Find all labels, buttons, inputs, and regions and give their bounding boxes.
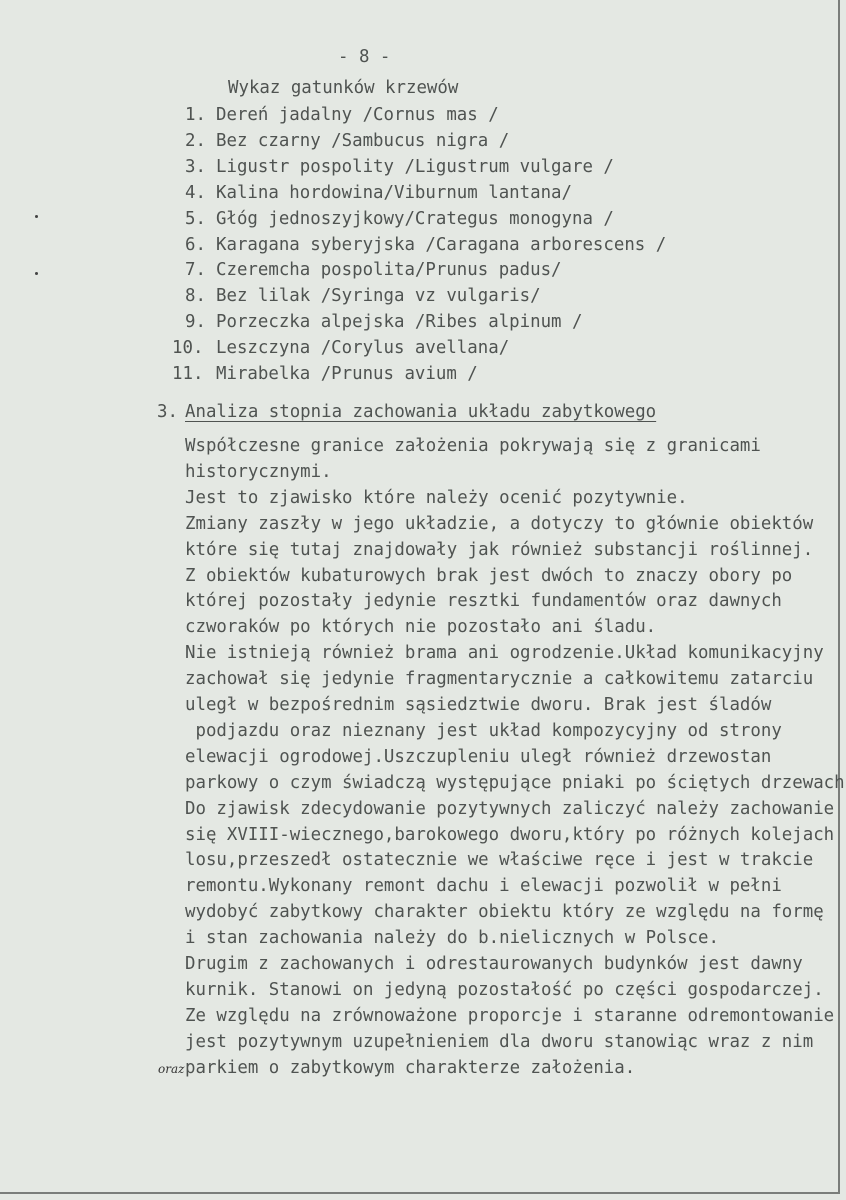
text-line: czworaków po których nie pozostało ani śladu. (185, 617, 657, 638)
list-item-number: 4. (185, 182, 206, 203)
list-item-number: 2. (185, 130, 206, 151)
text-line: podjazdu oraz nieznany jest układ kompozycyjny od strony (185, 720, 782, 741)
text-line: elewacji ogrodowej.Uszczupleniu uległ również drzewostan (185, 746, 772, 767)
section-number: 3. (157, 402, 178, 422)
text-line: historycznymi. (185, 461, 332, 482)
list-item: Porzeczka alpejska /Ribes alpinum / (216, 312, 583, 333)
list-item-number: 5. (185, 208, 206, 229)
text-line: Zmiany zaszły w jego układzie, a dotyczy to głównie obiektów (185, 513, 814, 534)
list-item-number: 3. (185, 156, 206, 177)
list-item-number: 10. (172, 338, 204, 359)
list-item: Karagana syberyjska /Caragana arborescens / (216, 234, 667, 255)
text-line: jest pozytywnym uzupełnieniem dla dworu stanowiąc wraz z nim (185, 1031, 814, 1052)
text-line: Do zjawisk zdecydowanie pozytywnych zaliczyć należy zachowanie (185, 798, 835, 819)
text-line: Nie istnieją również brama ani ogrodzenie.Układ komunikacyjny (185, 643, 824, 664)
text-line: które się tutaj znajdowały jak również substancji roślinnej. (185, 539, 814, 560)
handwritten-note: oraz (158, 1062, 185, 1076)
text-line: parkiem o zabytkowym charakterze założenia. (185, 1057, 636, 1078)
text-line: Z obiektów kubaturowych brak jest dwóch to znaczy obory po (185, 565, 793, 586)
list-item-number: 1. (185, 105, 206, 125)
text-line: Drugim z zachowanych i odrestaurowanych budynków jest dawny (185, 954, 803, 974)
list-title: Wykaz gatunków krzewów (228, 78, 459, 98)
list-item: Głóg jednoszyjkowy/Crategus monogyna / (216, 208, 614, 229)
list-item-number: 11. (172, 364, 204, 384)
text-line: uległ w bezpośrednim sąsiedztwie dworu. Brak jest śladów (185, 695, 772, 715)
text-line: się XVIII-wiecznego,barokowego dworu,który po różnych kolejach (185, 824, 835, 845)
list-item-number: 7. (185, 260, 206, 281)
text-line: wydobyć zabytkowy charakter obiektu który ze względu na formę (185, 902, 824, 923)
list-item: Mirabelka /Prunus avium / (216, 364, 478, 384)
text-line: zachował się jedynie fragmentarycznie a całkowitemu zatarciu (185, 669, 814, 690)
list-item: Bez lilak /Syringa vz vulgaris/ (216, 286, 541, 307)
list-item-number: 9. (185, 312, 206, 333)
text-line: Jest to zjawisko które należy ocenić pozytywnie. (185, 487, 688, 508)
text-line: parkowy o czym świadczą występujące pniaki po ściętych drzewach (185, 772, 845, 793)
section-heading: Analiza stopnia zachowania układu zabytkowego (185, 402, 657, 422)
text-line: Ze względu na zrównoważone proporcje i staranne odremontowanie (185, 1005, 835, 1026)
text-line: i stan zachowania należy do b.nielicznych w Polsce. (185, 928, 719, 949)
list-item: Leszczyna /Corylus avellana/ (216, 338, 510, 359)
list-item-number: 8. (185, 286, 206, 307)
page-number: - 8 - (338, 47, 391, 67)
list-item: Bez czarny /Sambucus nigra / (216, 130, 510, 151)
list-item-number: 6. (185, 234, 206, 255)
text-line: losu,przeszedł ostatecznie we właściwe ręce i jest w trakcie (185, 850, 814, 871)
list-item: Kalina hordowina/Viburnum lantana/ (216, 182, 572, 203)
text-line: kurnik. Stanowi on jedyną pozostałość po części gospodarczej. (185, 979, 824, 1000)
punch-mark (35, 215, 38, 218)
list-item: Dereń jadalny /Cornus mas / (216, 105, 499, 125)
list-item: Czeremcha pospolita/Prunus padus/ (216, 260, 562, 281)
text-line: której pozostały jedynie resztki fundamentów oraz dawnych (185, 591, 782, 612)
punch-mark (35, 272, 38, 275)
text-line: remontu.Wykonany remont dachu i elewacji pozwolił w pełni (185, 876, 782, 897)
list-item: Ligustr pospolity /Ligustrum vulgare / (216, 156, 614, 177)
text-line: Współczesne granice założenia pokrywają się z granicami (185, 436, 761, 456)
